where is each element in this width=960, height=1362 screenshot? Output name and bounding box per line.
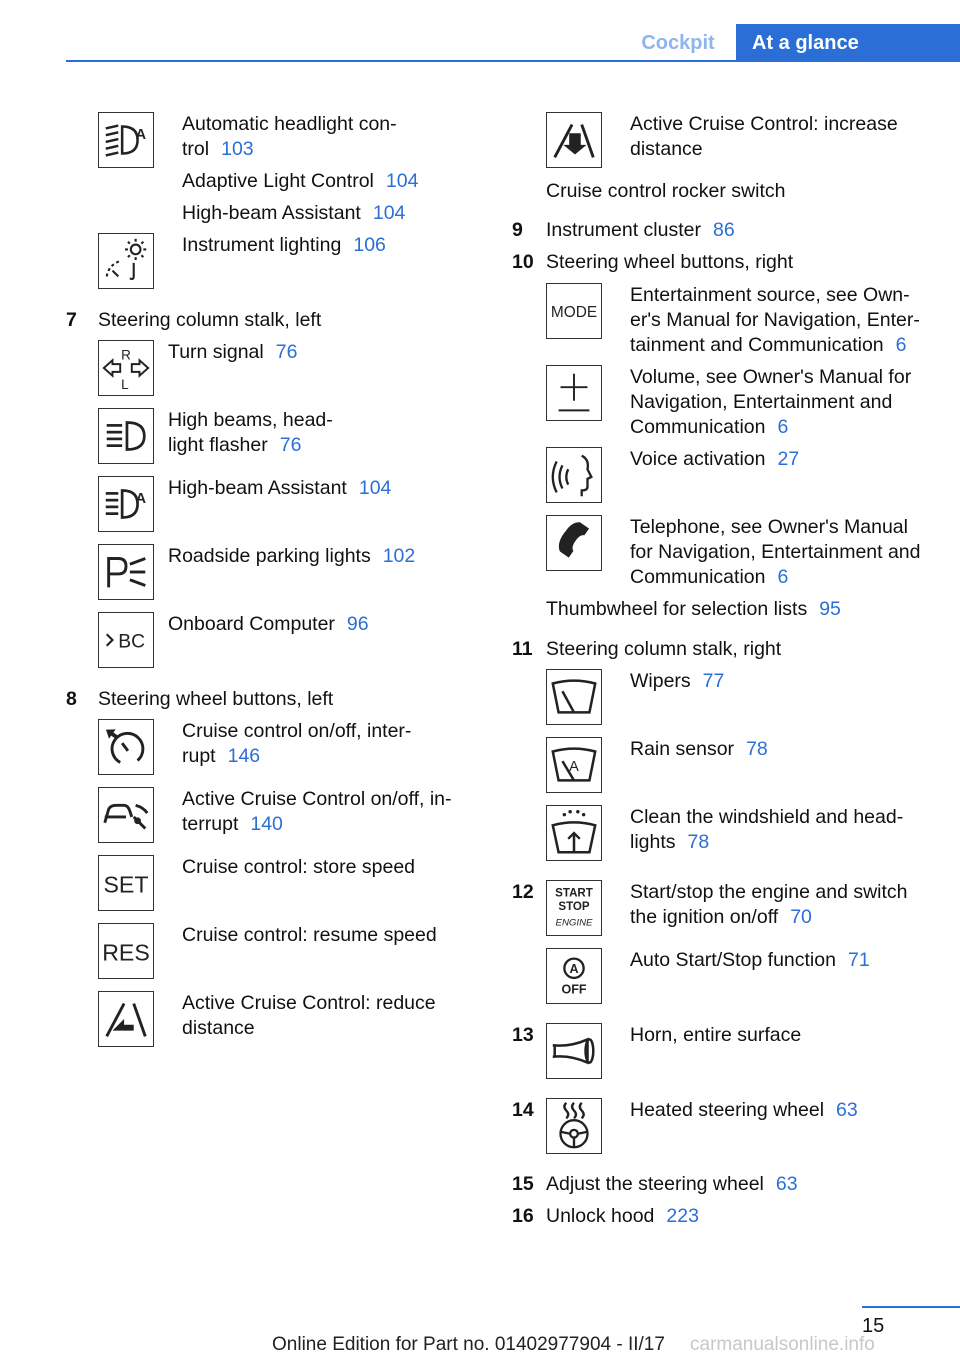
onboard-computer-label: Onboard Computer 96 <box>168 613 369 635</box>
page-ref-link[interactable]: 76 <box>279 434 302 456</box>
icon-letter: L <box>121 377 129 393</box>
page-ref-link[interactable]: 146 <box>227 745 261 767</box>
active-cruise-icon <box>98 787 154 843</box>
page-ref-link[interactable]: 103 <box>221 138 254 160</box>
page-ref-link[interactable]: 86 <box>712 219 735 241</box>
adaptive-light-label: Adaptive Light Control 104 <box>182 170 419 192</box>
parking-lights-label: Roadside parking lights 102 <box>168 545 416 567</box>
telephone-icon <box>546 515 602 571</box>
item-number: 12 <box>512 881 534 903</box>
acc-onoff-label: Active Cruise Control on/off, in- terrupt 140 <box>182 788 452 835</box>
heated-wheel-label: Heated steering wheel 63 <box>630 1099 858 1121</box>
washer-icon <box>546 805 602 861</box>
page-ref-link[interactable]: 102 <box>382 545 416 567</box>
page-ref-link[interactable]: 63 <box>775 1173 798 1195</box>
high-beam-icon <box>98 408 154 464</box>
voice-activation-icon <box>546 447 602 503</box>
highbeam-assist-icon <box>98 476 154 532</box>
item-number: 15 <box>512 1173 534 1195</box>
page-ref-link[interactable]: 63 <box>836 1099 858 1121</box>
auto-start-stop-label: Auto Start/Stop function 71 <box>630 949 870 971</box>
clean-windshield-label: Clean the windshield and head- lights 78 <box>630 806 904 853</box>
instrument-lighting-label: Instrument lighting 106 <box>182 234 386 256</box>
item-number: 7 <box>66 309 77 331</box>
item-number: 8 <box>66 688 77 710</box>
header-section-tab[interactable]: Cockpit <box>641 32 715 54</box>
header-subsection-tab[interactable]: At a glance <box>736 24 960 62</box>
start-stop-icon <box>546 880 602 936</box>
page-ref-link[interactable]: 76 <box>275 341 298 363</box>
increase-distance-icon <box>546 112 602 168</box>
page-number: 15 <box>862 1315 885 1337</box>
page-ref-link[interactable]: 104 <box>372 202 406 224</box>
resume-speed-label: Cruise control: resume speed <box>182 924 437 946</box>
turn-signal-label: Turn signal 76 <box>168 341 298 363</box>
increase-distance-label: Active Cruise Control: increase distance <box>630 113 898 160</box>
reduce-distance-label: Active Cruise Control: reduce distance <box>182 992 436 1039</box>
item-title: Steering column stalk, right <box>546 638 782 660</box>
page-ref-link[interactable]: 71 <box>847 949 870 971</box>
rain-sensor-icon <box>546 737 602 793</box>
icon-label: ENGINE <box>555 917 593 929</box>
volume-icon <box>546 365 602 421</box>
mode-button-icon <box>546 283 602 339</box>
item-title: Steering column stalk, left <box>98 309 322 331</box>
horn-icon <box>546 1023 602 1079</box>
watermark: carmanualsonline.info <box>690 1334 875 1355</box>
onboard-computer-icon <box>98 612 154 668</box>
rocker-switch-label: Cruise control rocker switch <box>546 180 786 202</box>
icon-label: STOP <box>558 900 590 913</box>
cruise-control-icon <box>98 719 154 775</box>
voice-activation-label: Voice activation 27 <box>630 448 800 470</box>
icon-label: RES <box>102 939 150 966</box>
page-ref-link[interactable]: 70 <box>790 906 812 928</box>
page-ref-link[interactable]: 106 <box>353 234 386 256</box>
page-ref-link[interactable]: 6 <box>777 416 789 438</box>
icon-label: START <box>555 887 593 900</box>
icon-label: SET <box>103 871 149 898</box>
set-button-icon <box>98 855 154 911</box>
page-ref-link[interactable]: 78 <box>687 831 710 853</box>
instrument-lighting-icon <box>98 233 154 289</box>
item-title: Instrument cluster 86 <box>546 219 735 241</box>
horn-label: Horn, entire surface <box>630 1024 802 1046</box>
turn-signal-icon <box>98 340 154 396</box>
icon-label: OFF <box>561 982 587 997</box>
page-ref-link[interactable]: 223 <box>666 1205 699 1227</box>
resume-button-icon <box>98 923 154 979</box>
icon-letter: A <box>135 127 147 144</box>
cruise-onoff-label: Cruise control on/off, inter- rupt 146 <box>182 720 412 767</box>
highbeam-assist-label: High-beam Assistant 104 <box>182 202 406 224</box>
auto-headlight-icon <box>98 112 154 168</box>
parking-lights-icon <box>98 544 154 600</box>
telephone-label: Telephone, see Owner's Manual for Navigation, Entertainment and Communication 6 <box>630 516 921 588</box>
icon-letter: A <box>569 962 579 977</box>
edition-text: Online Edition for Part no. 01402977904 - II/17 <box>272 1334 665 1355</box>
page-ref-link[interactable]: 78 <box>746 738 768 760</box>
auto-start-stop-icon <box>546 948 602 1004</box>
page-ref-link[interactable]: 95 <box>819 598 841 620</box>
page-ref-link[interactable]: 6 <box>777 566 789 588</box>
wipers-label: Wipers 77 <box>630 670 725 692</box>
volume-label: Volume, see Owner's Manual for Navigation, Entertainment and Communication 6 <box>630 366 912 438</box>
headlight-auto-label: Automatic headlight con- trol 103 <box>182 113 397 160</box>
item-title: Steering wheel buttons, right <box>546 251 794 273</box>
adjust-wheel-label: Adjust the steering wheel 63 <box>546 1173 798 1195</box>
page-ref-link[interactable]: 140 <box>250 813 283 835</box>
thumbwheel-label: Thumbwheel for selection lists 95 <box>546 598 841 620</box>
icon-label: BC <box>118 631 146 653</box>
page-ref-link[interactable]: 77 <box>702 670 725 692</box>
start-stop-label: Start/stop the engine and switch the ignition on/off 70 <box>630 881 908 928</box>
item-number: 16 <box>512 1205 534 1227</box>
page-ref-link[interactable]: 27 <box>777 448 800 470</box>
icon-letter: R <box>121 347 131 363</box>
page-ref-link[interactable]: 96 <box>346 613 369 635</box>
high-beams-label: High beams, head- light flasher 76 <box>168 409 333 456</box>
item-number: 9 <box>512 219 523 241</box>
item-number: 13 <box>512 1024 534 1046</box>
page-ref-link[interactable]: 104 <box>358 477 392 499</box>
header-rule <box>66 60 960 62</box>
page-ref-link[interactable]: 104 <box>385 170 419 192</box>
footer-rule <box>862 1306 960 1308</box>
rain-sensor-label: Rain sensor 78 <box>630 738 768 760</box>
page-ref-link[interactable]: 6 <box>895 334 907 356</box>
heated-wheel-icon <box>546 1098 602 1154</box>
item-number: 14 <box>512 1099 534 1121</box>
wipers-icon <box>546 669 602 725</box>
icon-letter: A <box>569 758 579 775</box>
highbeam-assist-label: High-beam Assistant 104 <box>168 477 392 499</box>
icon-label: MODE <box>550 303 598 321</box>
item-title: Steering wheel buttons, left <box>98 688 334 710</box>
item-number: 11 <box>512 638 533 660</box>
reduce-distance-icon <box>98 991 154 1047</box>
unlock-hood-label: Unlock hood 223 <box>546 1205 699 1227</box>
entertainment-label: Entertainment source, see Own- er's Manual for Navigation, Enter- tainment and Communication 6 <box>630 284 920 356</box>
store-speed-label: Cruise control: store speed <box>182 856 416 878</box>
item-number: 10 <box>512 251 534 273</box>
icon-letter: A <box>135 491 147 508</box>
